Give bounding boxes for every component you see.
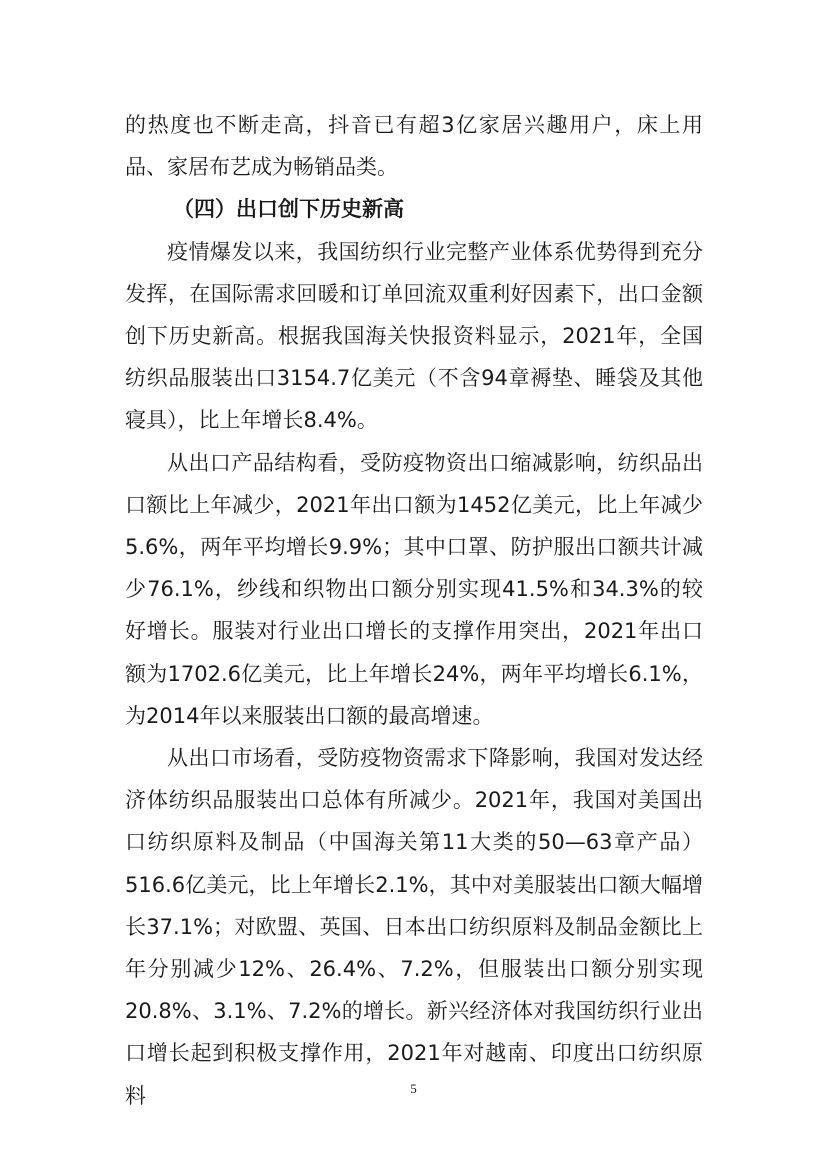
paragraph-export-overview: 疫情爆发以来，我国纺织行业完整产业体系优势得到充分发挥，在国际需求回暖和订单回流双重利好因素下，出口金额创下历史新高。根据我国海关快报资料显示，2021年，全国纺织品服装出口3154.7亿美元（不含94章褥垫、睡袋及其他寝具），比上年增长8.4%。 [125,239,703,433]
paragraph-product-structure: 从出口产品结构看，受防疫物资出口缩减影响，纺织品出口额比上年减少，2021年出口额为1452亿美元，比上年减少5.6%，两年平均增长9.9%；其中口罩、防护服出口额共计减少76.1%，纱线和织物出口额分别实现41.5%和34.3%的较好增长。服装对行业出口增长的支撑作用突出，2021年出口额为1702.6亿美元，比上年增长24%，两年平均增长6.1%，为2014年以来服装出口额的最高增速。 [125,450,703,728]
page-number: 5 [410,1081,417,1096]
paragraph-continuation: 的热度也不断走高，抖音已有超3亿家居兴趣用户，床上用品、家居布艺成为畅销品类。 [125,113,703,180]
section-heading: （四）出口创下历史新高 [173,197,404,222]
document-body [125,104,703,1117]
paragraph-export-markets: 从出口市场看，受防疫物资需求下降影响，我国对发达经济体纺织品服装出口总体有所减少。2021年，我国对美国出口纺织原料及制品（中国海关第11大类的50—63章产品）516.6亿美元，比上年增长2.1%，其中对美服装出口额大幅增长37.1%；对欧盟、英国、日本出口纺织原料及制品金额比上年分别减少12%、26.4%、7.2%，但服装出口额分别实现20.8%、3.1%、7.2%的增长。新兴经济体对我国纺织行业出口增长起到积极支撑作用，2021年对越南、印度出口纺织原料 [125,746,703,1108]
